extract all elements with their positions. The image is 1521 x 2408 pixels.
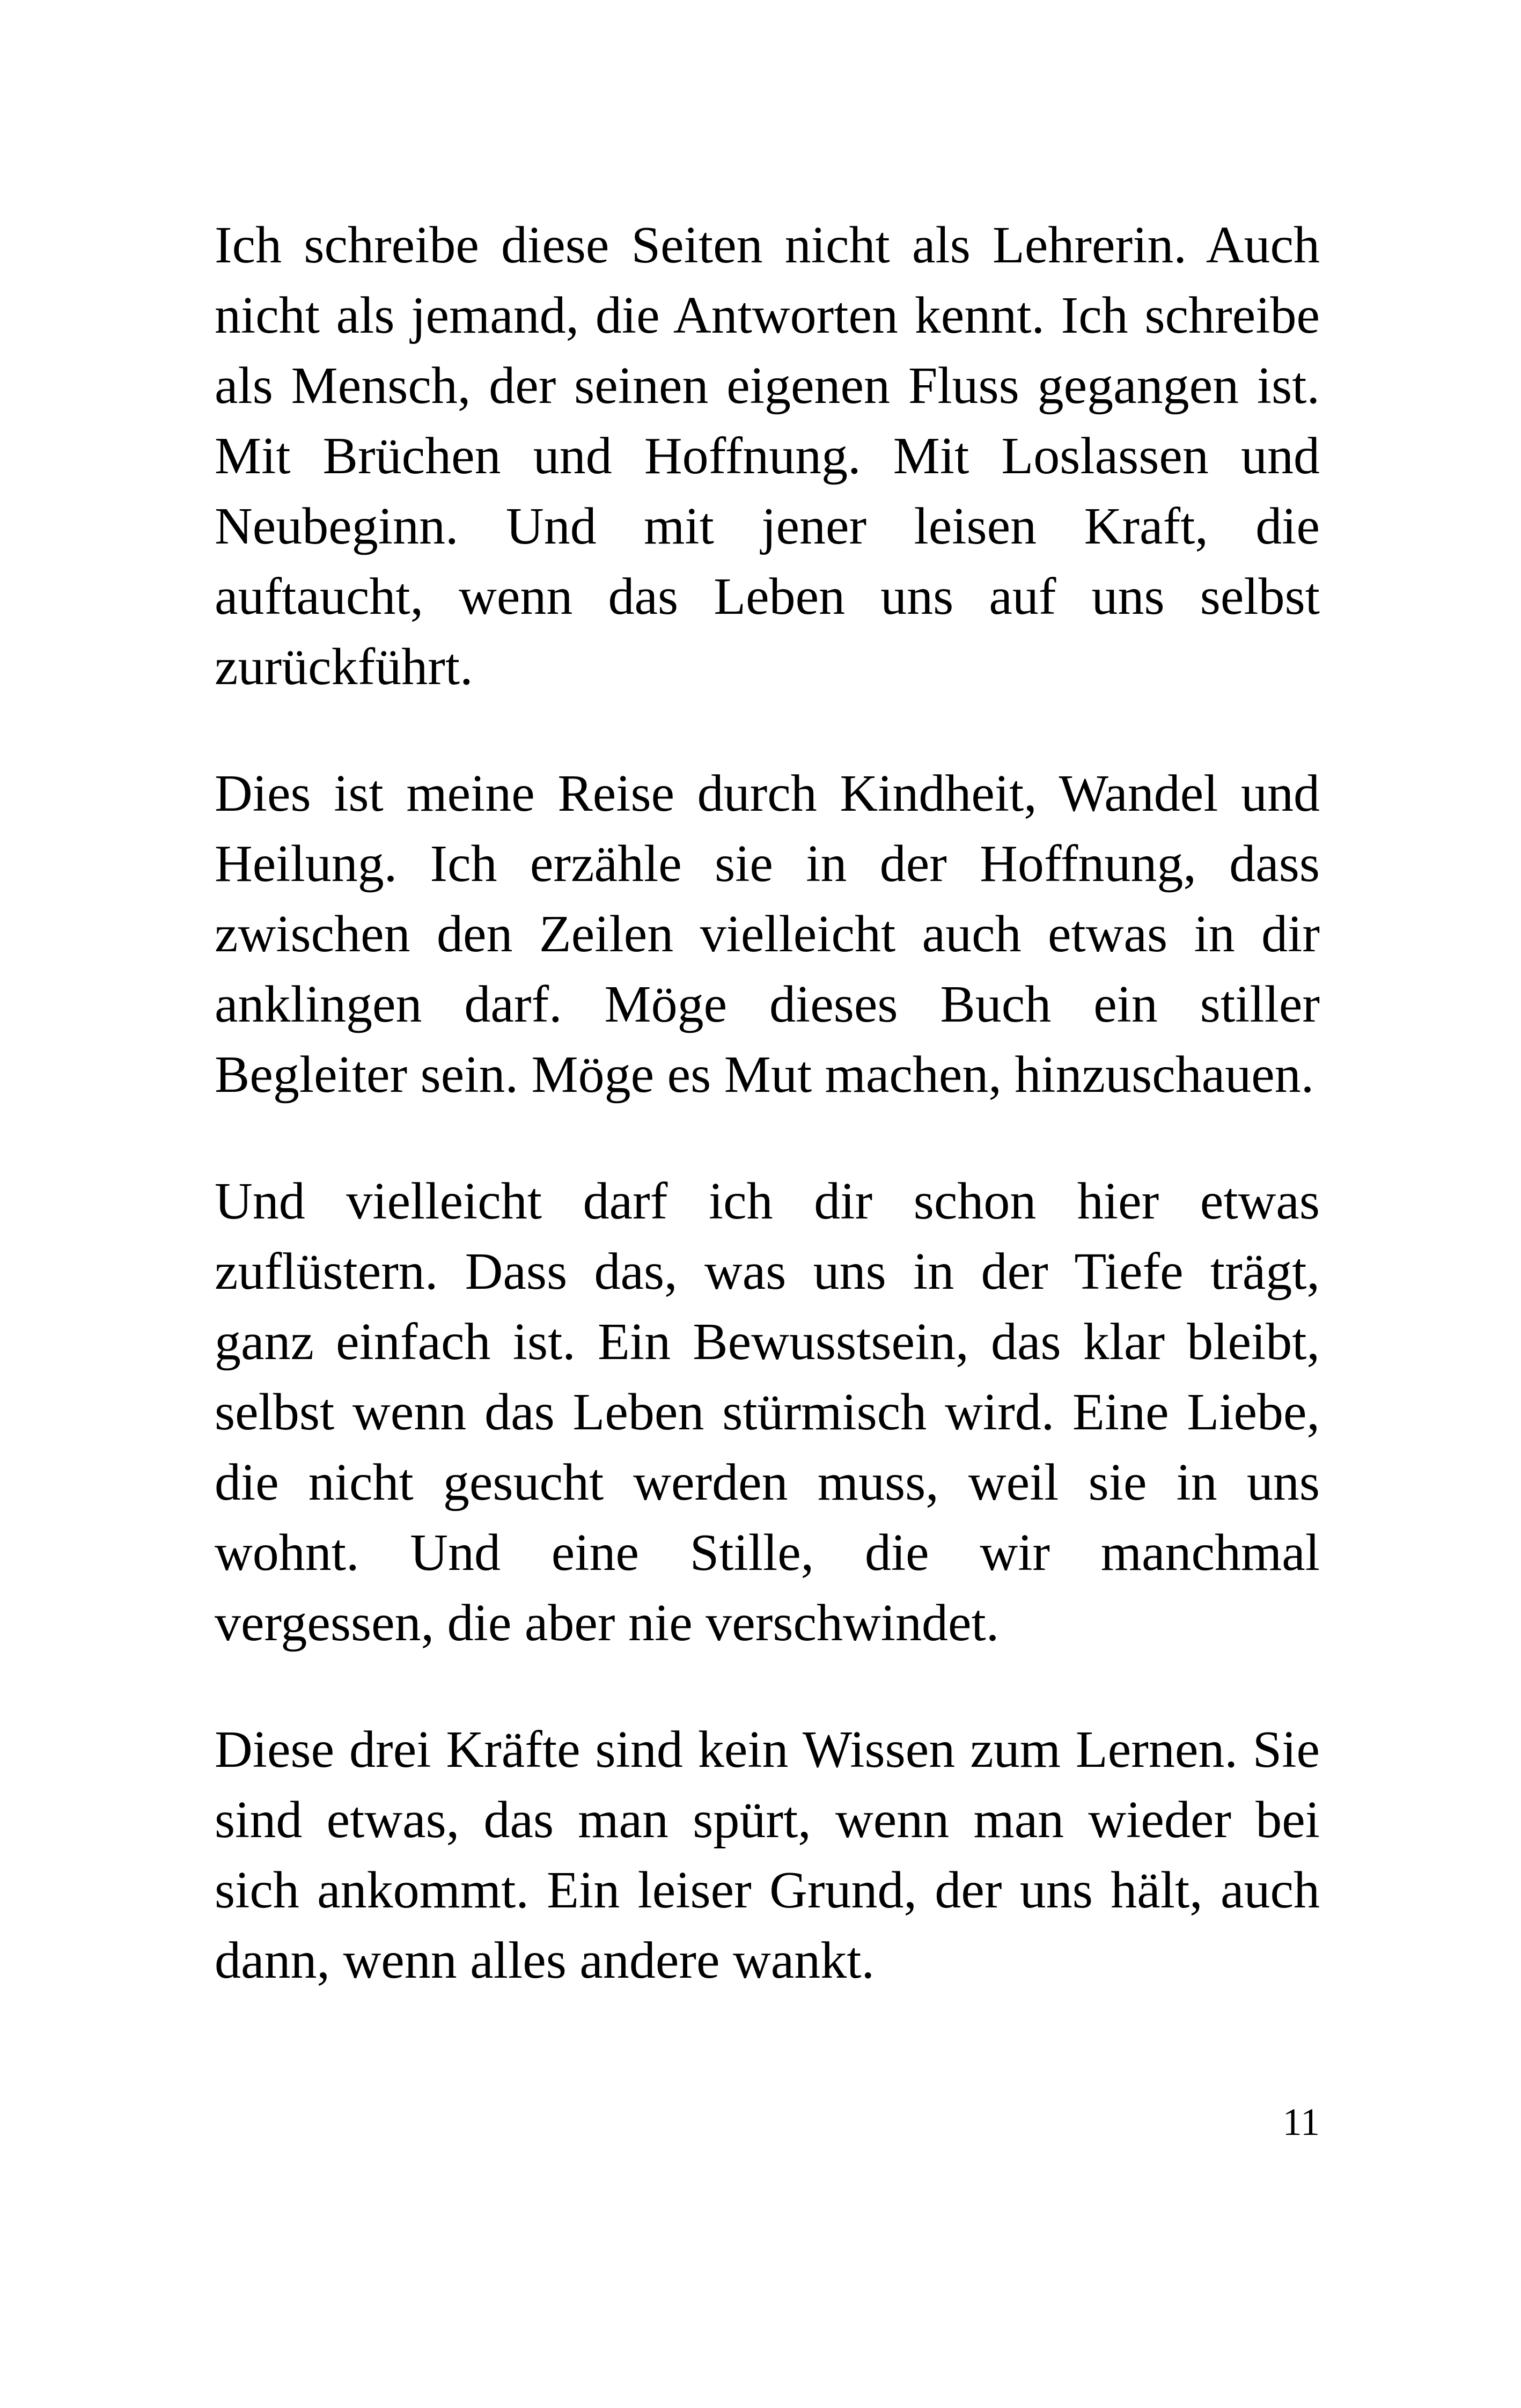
- paragraph-4: Diese drei Kräfte sind kein Wissen zum Lernen. Sie sind etwas, das man spürt, wenn man wieder bei sich ankommt. Ein leiser Grund, der uns hält, auch dann, wenn alles andere wankt.: [215, 1721, 1320, 1989]
- paragraph-2: Dies ist meine Reise durch Kindheit, Wandel und Heilung. Ich erzähle sie in der Hoffnung, dass zwischen den Zeilen vielleicht auch etwas in dir anklingen darf. Möge dieses Buch ein stiller Begleiter sein. Möge es Mut machen, hinzuschauen.: [215, 765, 1320, 1104]
- body-text: [215, 210, 1320, 1996]
- paragraph-3: Und vielleicht darf ich dir schon hier etwas zuflüstern. Dass das, was uns in der Tiefe trägt, ganz einfach ist. Ein Bewusstsein, das klar bleibt, selbst wenn das Leben stürmisch wird. Eine Liebe, die nicht gesucht werden muss, weil sie in uns wohnt. Und eine Stille, die wir manchmal vergessen, die aber nie verschwindet.: [215, 1172, 1320, 1652]
- paragraph-1: Ich schreibe diese Seiten nicht als Lehrerin. Auch nicht als jemand, die Antworten kennt. Ich schreibe als Mensch, der seinen eigenen Fluss gegangen ist. Mit Brüchen und Hoffnung. Mit Loslassen und Neubeginn. Und mit jener leisen Kraft, die auftaucht, wenn das Leben uns auf uns selbst zurückführt.: [215, 216, 1320, 696]
- page-number: 11: [1282, 2101, 1320, 2143]
